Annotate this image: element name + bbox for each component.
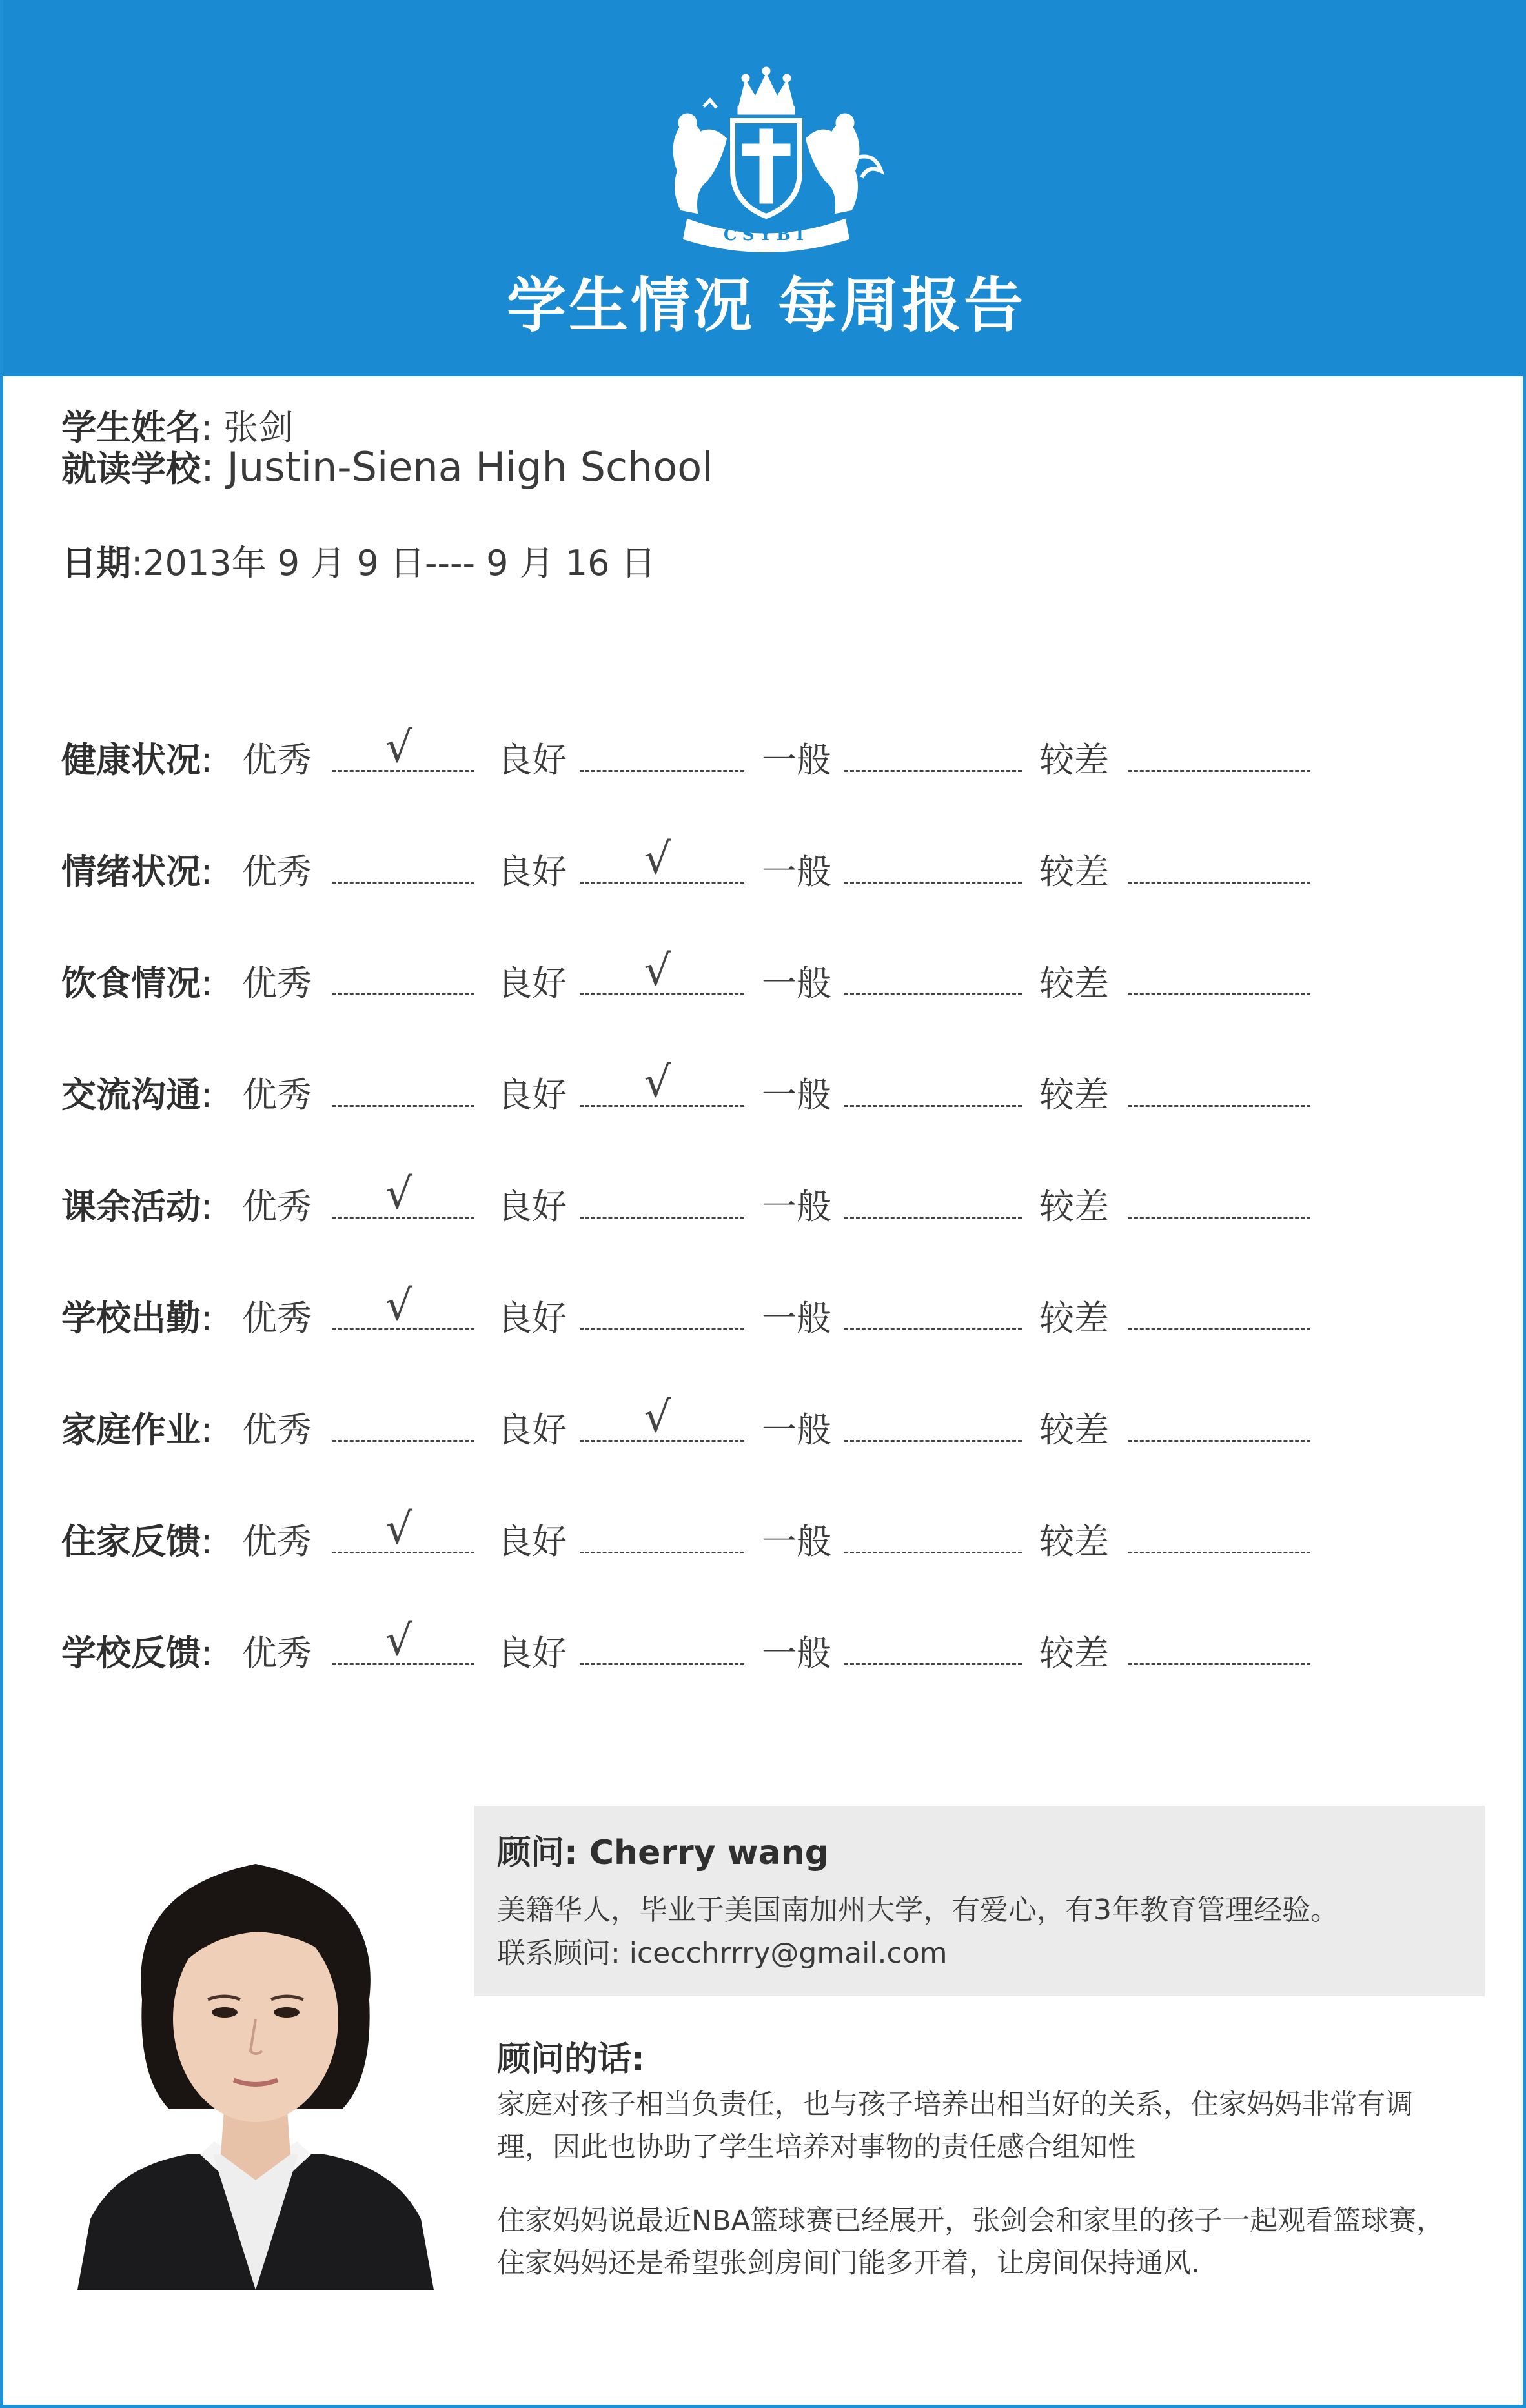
report-date-value: :2013年 9 月 9 日---- 9 月 16 日: [131, 543, 656, 583]
rating-option-label: 一般: [762, 740, 831, 780]
logo-text: CSYBI: [723, 225, 809, 245]
rating-blank-line: [332, 882, 474, 884]
check-mark-icon: √: [385, 1169, 413, 1219]
rating-option-label: 良好: [497, 740, 567, 780]
rating-category-text: 交流沟通: [61, 1075, 201, 1115]
rating-option-label: 良好: [497, 1633, 567, 1674]
rating-blank-line: [580, 1663, 744, 1665]
rating-option-label: 较差: [1039, 740, 1109, 780]
rating-category-text: 学校出勤: [61, 1298, 201, 1339]
rating-category-text: 饮食情况: [61, 963, 201, 1004]
rating-blank-line: [332, 1440, 474, 1442]
rating-row: [61, 1392, 1481, 1454]
rating-option-label: 优秀: [242, 963, 312, 1004]
rating-blank-line: [332, 993, 474, 995]
rating-option-label: 优秀: [242, 1521, 312, 1562]
rating-row: [61, 1504, 1481, 1566]
student-name-label: 学生姓名: [61, 407, 201, 448]
rating-option-label: 良好: [497, 1298, 567, 1339]
check-mark-icon: √: [644, 946, 671, 995]
rating-option-label: 优秀: [242, 1633, 312, 1674]
rating-blank-line: [1128, 770, 1310, 772]
check-mark-icon: √: [644, 834, 671, 884]
rating-option-label: 优秀: [242, 1298, 312, 1339]
rating-blank-line: [844, 1663, 1022, 1665]
rating-option-label: 一般: [762, 1298, 831, 1339]
check-mark-icon: √: [385, 1504, 413, 1553]
rating-category-text: 住家反馈: [61, 1521, 201, 1562]
rating-blank-line: [332, 1105, 474, 1107]
rating-category-label: 住家反馈:: [61, 1521, 213, 1562]
rating-blank-line: [844, 1328, 1022, 1330]
rating-option-label: 良好: [497, 851, 567, 892]
rating-category-label: 家庭作业:: [61, 1410, 213, 1450]
rating-blank-line: [844, 770, 1022, 772]
rating-option-label: 较差: [1039, 963, 1109, 1004]
advisor-contact: 联系顾问: icecchrrry@gmail.com: [497, 1937, 948, 1970]
check-mark-icon: √: [385, 1615, 413, 1665]
rating-option-label: 较差: [1039, 851, 1109, 892]
rating-row: [61, 946, 1481, 1007]
rating-blank-line: [844, 993, 1022, 995]
rating-blank-line: [1128, 993, 1310, 995]
rating-row: [61, 1057, 1481, 1119]
rating-category-label: 学校出勤:: [61, 1298, 213, 1339]
advisor-name: 顾问: Cherry wang: [497, 1834, 829, 1872]
rating-blank-line: [1128, 882, 1310, 884]
rating-category-label: 学校反馈:: [61, 1633, 213, 1674]
report-date-label: 日期: [61, 543, 131, 583]
check-mark-icon: √: [385, 722, 413, 772]
rating-option-label: 较差: [1039, 1521, 1109, 1562]
rating-option-label: 一般: [762, 1410, 831, 1450]
rating-category-label: 交流沟通:: [61, 1075, 213, 1115]
report-date-line: [61, 536, 656, 585]
rating-category-label: 饮食情况:: [61, 963, 213, 1004]
header-banner: [3, 0, 1526, 376]
rating-option-label: 一般: [762, 1075, 831, 1115]
rating-blank-line: [1128, 1440, 1310, 1442]
rating-row: [61, 1169, 1481, 1231]
rating-option-label: 一般: [762, 1633, 831, 1674]
rating-category-text: 健康状况: [61, 740, 201, 780]
rating-blank-line: [844, 1105, 1022, 1107]
rating-row: [61, 1280, 1481, 1342]
student-school-label: 就读学校: [61, 449, 201, 489]
rating-blank-line: [844, 882, 1022, 884]
rating-option-label: 优秀: [242, 740, 312, 780]
rating-category-text: 学校反馈: [61, 1633, 201, 1674]
rating-row: [61, 722, 1481, 784]
student-name-value: : 张剑: [201, 407, 294, 448]
rating-category-label: 课余活动:: [61, 1186, 213, 1227]
rating-category-label: 情绪状况:: [61, 851, 213, 892]
rating-blank-line: [844, 1552, 1022, 1553]
rating-category-text: 情绪状况: [61, 851, 201, 892]
check-mark-icon: √: [644, 1392, 671, 1442]
rating-row: [61, 834, 1481, 896]
rating-category-text: 家庭作业: [61, 1410, 201, 1450]
advisor-words-heading: 顾问的话:: [497, 2040, 645, 2079]
rating-option-label: 一般: [762, 1186, 831, 1227]
rating-option-label: 较差: [1039, 1075, 1109, 1115]
rating-blank-line: [1128, 1105, 1310, 1107]
rating-category-label: 健康状况:: [61, 740, 213, 780]
rating-blank-line: [1128, 1217, 1310, 1219]
rating-option-label: 良好: [497, 1186, 567, 1227]
rating-blank-line: [580, 1552, 744, 1553]
rating-option-label: 优秀: [242, 1410, 312, 1450]
rating-option-label: 较差: [1039, 1410, 1109, 1450]
rating-row: [61, 1615, 1481, 1677]
rating-blank-line: [1128, 1663, 1310, 1665]
advisor-photo: [65, 1806, 447, 2290]
rating-blank-line: [580, 1217, 744, 1219]
advisor-bio: 美籍华人，毕业于美国南加州大学，有爱心，有3年教育管理经验。: [497, 1894, 1339, 1927]
rating-blank-line: [844, 1217, 1022, 1219]
school-crest-logo: [642, 61, 890, 252]
rating-blank-line: [580, 1328, 744, 1330]
check-mark-icon: √: [385, 1280, 413, 1330]
student-school-value: : Justin-Siena High School: [201, 443, 713, 491]
rating-option-label: 较差: [1039, 1186, 1109, 1227]
rating-blank-line: [1128, 1552, 1310, 1553]
rating-blank-line: [1128, 1328, 1310, 1330]
rating-option-label: 一般: [762, 851, 831, 892]
rating-option-label: 良好: [497, 963, 567, 1004]
rating-option-label: 较差: [1039, 1633, 1109, 1674]
rating-option-label: 优秀: [242, 1075, 312, 1115]
rating-option-label: 优秀: [242, 851, 312, 892]
advisor-comment-paragraph: 家庭对孩子相当负责任，也与孩子培养出相当好的关系，住家妈妈非常有调理，因此也协助了学生培养对事物的责任感合组知性: [497, 2089, 1413, 2163]
rating-option-label: 优秀: [242, 1186, 312, 1227]
advisor-comment-paragraph: 住家妈妈说最近NBA篮球赛已经展开，张剑会和家里的孩子一起观看篮球赛，住家妈妈还是希望张剑房间门能多开着，让房间保持通风.: [497, 2205, 1445, 2280]
advisor-info-box: [474, 1806, 1485, 1996]
rating-option-label: 良好: [497, 1075, 567, 1115]
rating-blank-line: [580, 770, 744, 772]
rating-option-label: 一般: [762, 963, 831, 1004]
rating-option-label: 良好: [497, 1521, 567, 1562]
rating-option-label: 较差: [1039, 1298, 1109, 1339]
rating-blank-line: [844, 1440, 1022, 1442]
rating-option-label: 一般: [762, 1521, 831, 1562]
student-school-line: [61, 441, 713, 491]
page-title: 学生情况 每周报告: [506, 271, 1026, 340]
check-mark-icon: √: [644, 1057, 671, 1107]
rating-option-label: 良好: [497, 1410, 567, 1450]
rating-category-text: 课余活动: [61, 1186, 201, 1227]
